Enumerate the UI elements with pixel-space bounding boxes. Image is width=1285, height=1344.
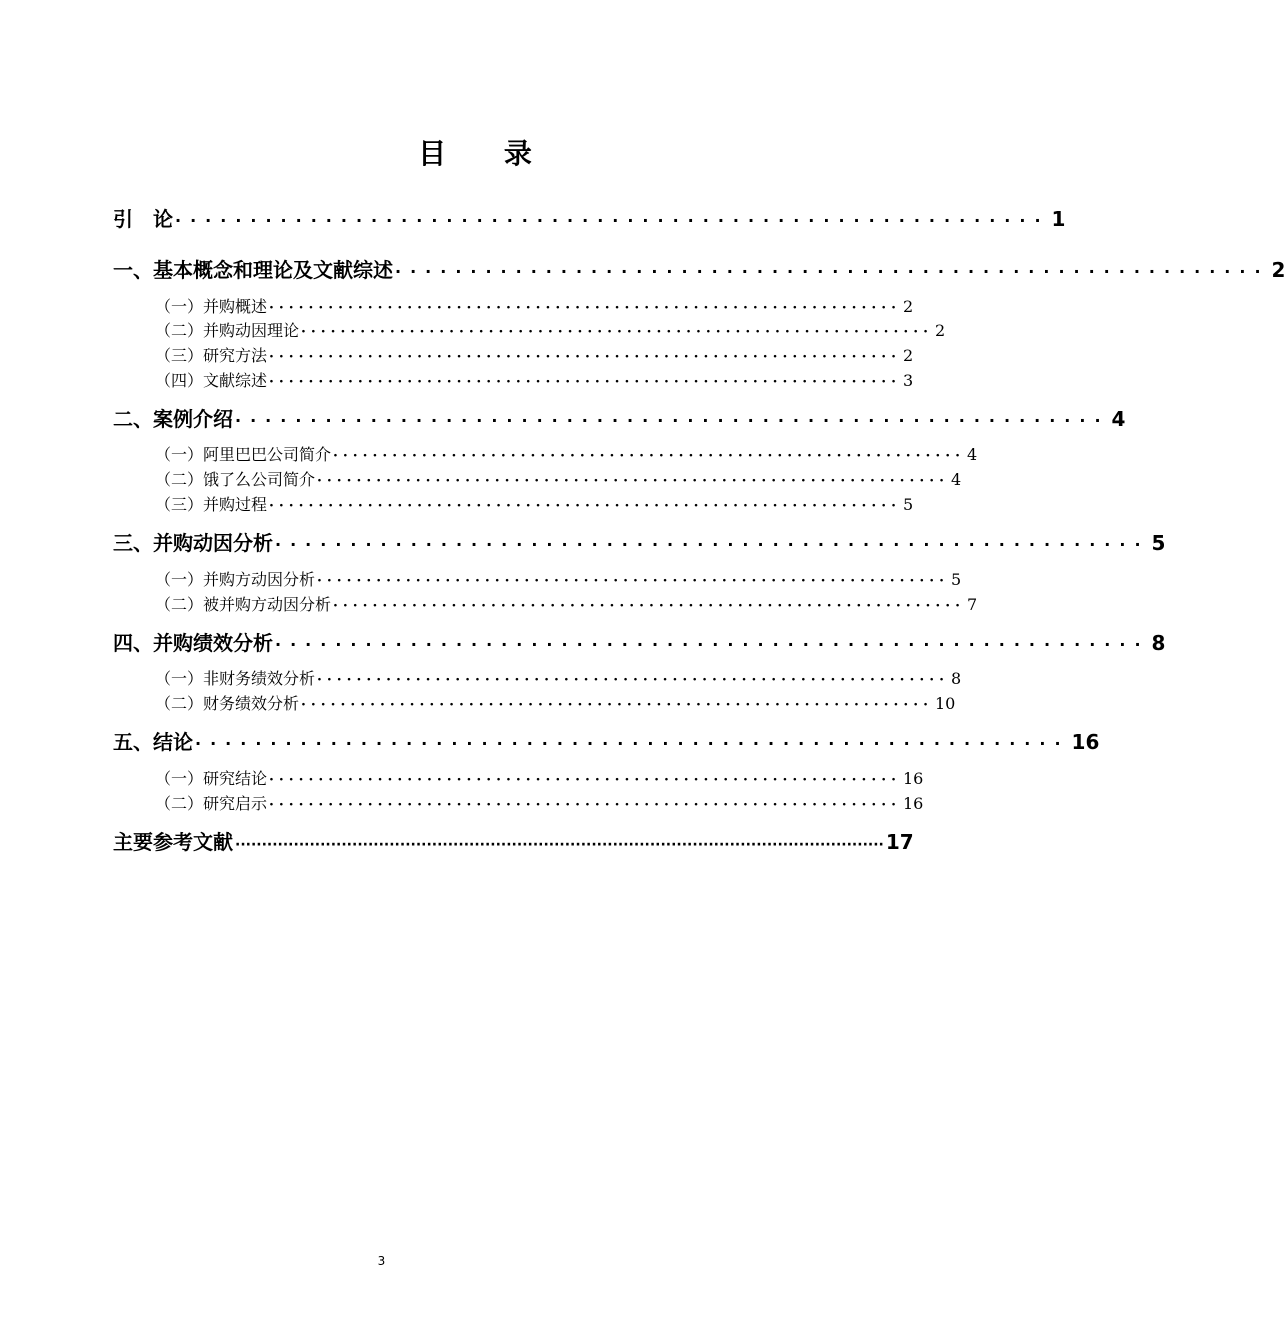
toc-entry[interactable] <box>155 494 914 517</box>
toc-entry-page: 4 <box>1111 407 1126 431</box>
toc-leader-dots: ·························································· <box>275 535 1150 554</box>
toc-entry-title: 一、基本概念和理论及文献综述 <box>113 258 393 282</box>
toc-leader-dots: ································································ <box>317 573 949 589</box>
toc-entry-title: （三）并购过程 <box>155 495 268 514</box>
toc-leader-dots: ·························································· <box>175 211 1050 230</box>
toc-entry[interactable] <box>155 469 962 492</box>
toc-entry-title: 主要参考文献 <box>113 830 233 854</box>
toc-entry[interactable] <box>155 320 946 343</box>
toc-leader-dots: ································································ <box>269 772 901 788</box>
toc-leader-dots: ·························································· <box>275 635 1150 654</box>
toc-entry-title: （一）并购概述 <box>155 297 268 316</box>
toc-entry-page: 2 <box>902 297 914 316</box>
toc-entry-page: 10 <box>934 694 956 713</box>
toc-entry-title: （二）财务绩效分析 <box>155 694 300 713</box>
toc-entry-page: 1 <box>1051 207 1066 231</box>
toc-entry-page: 2 <box>1271 258 1285 282</box>
toc-entry[interactable] <box>155 793 924 816</box>
toc-entry-page: 16 <box>902 769 924 788</box>
toc-leader-dots: ································································ <box>269 349 901 365</box>
toc-leader-dots: ································································ <box>269 797 901 813</box>
toc-entry[interactable] <box>155 693 956 716</box>
toc-entry[interactable] <box>155 594 978 617</box>
toc-leader-dots: ·························································································································· <box>235 837 884 853</box>
toc-entry-title: 五、结论 <box>113 730 193 754</box>
toc-entry-title: 三、并购动因分析 <box>113 531 273 555</box>
toc-entry[interactable] <box>155 370 914 393</box>
toc-entry-page: 5 <box>950 570 962 589</box>
toc-leader-dots: ·························································· <box>395 262 1270 281</box>
toc-entry-title: （一）并购方动因分析 <box>155 570 316 589</box>
toc-entry[interactable] <box>155 668 962 691</box>
toc-entry[interactable] <box>155 296 914 319</box>
toc-title: 目 录 <box>418 137 556 170</box>
toc-entry-page: 16 <box>1071 730 1100 754</box>
toc-entry-page: 8 <box>1151 631 1166 655</box>
toc-leader-dots: ································································ <box>317 473 949 489</box>
toc-entry-title: （一）研究结论 <box>155 769 268 788</box>
toc-entry-page: 4 <box>950 470 962 489</box>
toc-leader-dots: ································································ <box>301 697 933 713</box>
toc-leader-dots: ································································ <box>269 498 901 514</box>
toc-entry-title: （二）饿了么公司简介 <box>155 470 316 489</box>
toc-entry-title: （三）研究方法 <box>155 346 268 365</box>
toc-entry-page: 16 <box>902 794 924 813</box>
toc-entry[interactable] <box>155 569 962 592</box>
toc-entry[interactable] <box>113 829 914 858</box>
toc-leader-dots: ································································ <box>317 672 949 688</box>
toc-leader-dots: ································································ <box>269 374 901 390</box>
toc-entry[interactable] <box>155 345 914 368</box>
toc-leader-dots: ································································ <box>333 598 965 614</box>
toc-leader-dots: ································································ <box>269 300 901 316</box>
toc-entry-page: 8 <box>950 669 962 688</box>
toc-entry-title: 引 论 <box>113 207 173 231</box>
toc-entry-title: （四）文献综述 <box>155 371 268 390</box>
toc-entry-title: （二）被并购方动因分析 <box>155 595 332 614</box>
toc-entry-page: 4 <box>966 445 978 464</box>
toc-entry-page: 2 <box>902 346 914 365</box>
toc-leader-dots: ································································ <box>333 448 965 464</box>
toc-entry[interactable] <box>113 530 1166 558</box>
toc-entry-title: 二、案例介绍 <box>113 407 233 431</box>
toc-entry-title: （二）并购动因理论 <box>155 321 300 340</box>
page-number: 3 <box>377 1254 386 1268</box>
toc-entry-page: 5 <box>1151 531 1166 555</box>
toc-entry[interactable] <box>155 768 924 791</box>
toc-entry-title: （一）非财务绩效分析 <box>155 669 316 688</box>
toc-entry-page: 17 <box>885 830 914 854</box>
toc-leader-dots: ·························································· <box>195 734 1070 753</box>
toc-leader-dots: ·························································· <box>235 411 1110 430</box>
toc-entry-title: （二）研究启示 <box>155 794 268 813</box>
toc-entry[interactable] <box>113 406 1126 434</box>
toc-entry[interactable] <box>113 206 1066 234</box>
toc-entry-page: 5 <box>902 495 914 514</box>
toc-entry-page: 2 <box>934 321 946 340</box>
toc-entry[interactable] <box>113 630 1166 658</box>
toc-entry-title: （一）阿里巴巴公司简介 <box>155 445 332 464</box>
toc-entry[interactable] <box>113 257 1285 285</box>
toc-entry[interactable] <box>113 729 1100 757</box>
toc-entry-page: 3 <box>902 371 914 390</box>
toc-entry-page: 7 <box>966 595 978 614</box>
toc-entry-title: 四、并购绩效分析 <box>113 631 273 655</box>
toc-entry[interactable] <box>155 444 978 467</box>
toc-leader-dots: ································································ <box>301 324 933 340</box>
